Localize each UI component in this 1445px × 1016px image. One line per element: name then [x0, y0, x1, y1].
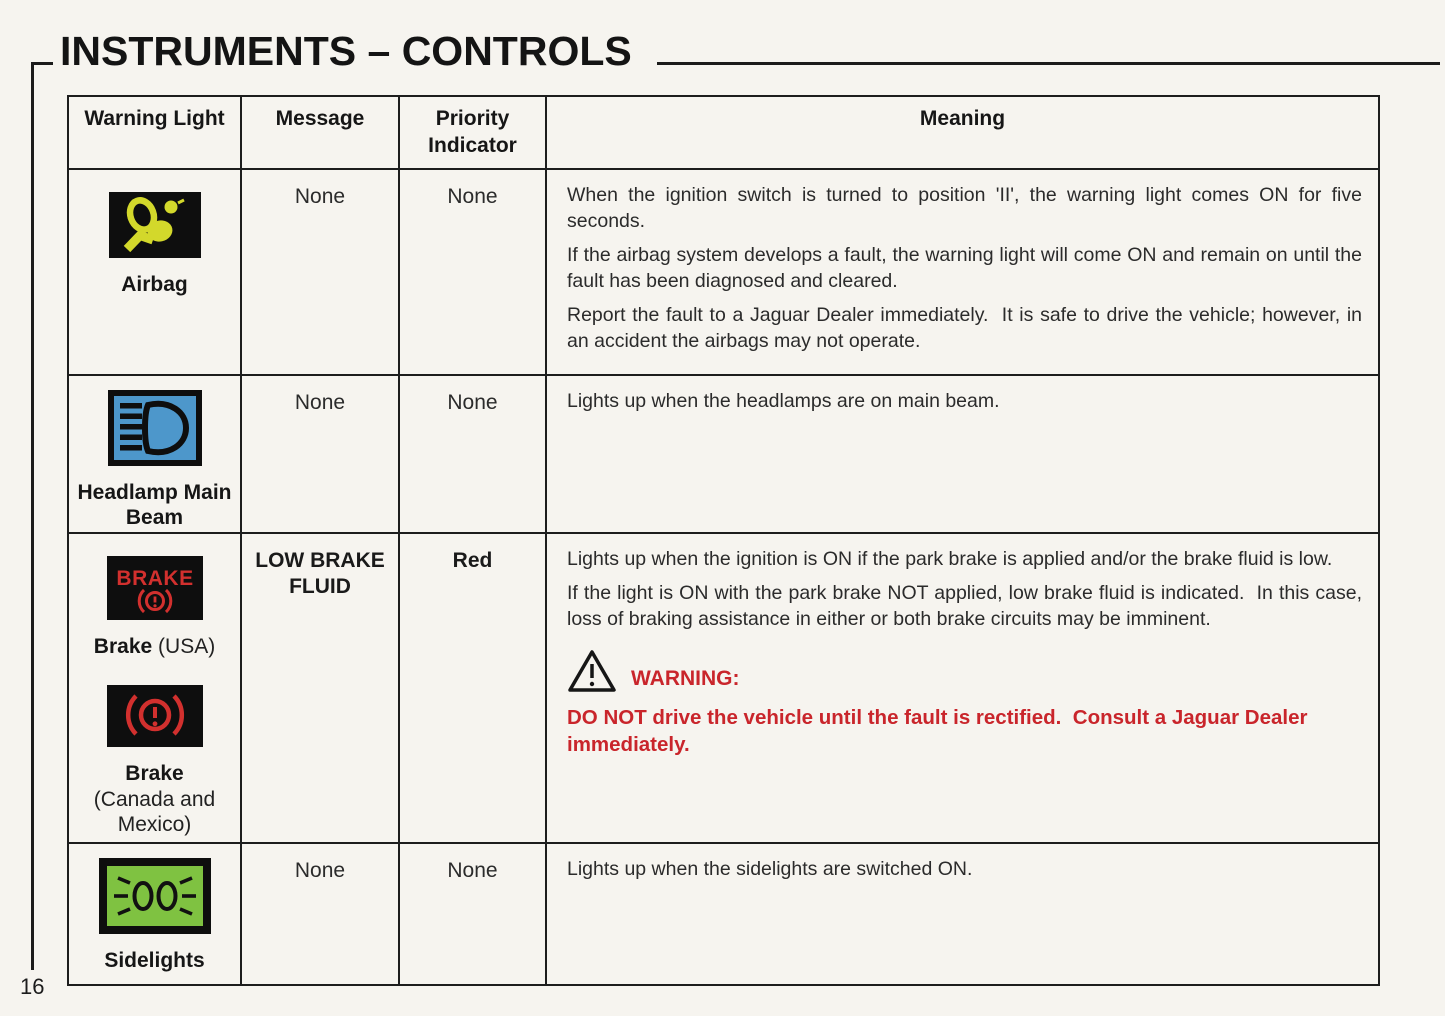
- table-row-sidelights: [68, 843, 1379, 985]
- meaning-paragraph: If the airbag system develops a fault, the warning light will come ON and remain on until the fault has been diagnosed and cleared.: [567, 243, 1368, 292]
- header-warning-light: Warning Light: [68, 96, 241, 169]
- brake-message: LOW BRAKE FLUID: [241, 533, 399, 843]
- headlamp-meaning: [546, 375, 1379, 533]
- meaning-paragraph: Lights up when the ignition is ON if the park brake is applied and/or the brake fluid is low.: [567, 547, 1333, 570]
- warning-triangle-icon: [567, 648, 617, 694]
- header-message: Message: [241, 96, 399, 169]
- warning-header: [567, 648, 1362, 694]
- sidelights-message: None: [241, 843, 399, 985]
- headlamp-light-cell: [68, 375, 241, 533]
- sidelights-icon: [99, 858, 211, 934]
- table-row-headlamp-main-beam: [68, 375, 1379, 533]
- airbag-message: None: [241, 169, 399, 375]
- airbag-light-cell: [68, 169, 241, 375]
- airbag-label: Airbag: [121, 272, 188, 296]
- header-meaning: Meaning: [546, 96, 1379, 169]
- page-number: 16: [20, 974, 45, 999]
- sidelights-priority: None: [399, 843, 546, 985]
- headlamp-priority: None: [399, 375, 546, 533]
- svg-text:BRAKE: BRAKE: [115, 566, 194, 590]
- brake-usa-icon: [107, 556, 203, 620]
- headlamp-main-beam-label: Headlamp Main Beam: [77, 480, 232, 530]
- table-row-airbag: [68, 169, 1379, 375]
- title-underline: [657, 62, 1440, 65]
- brake-canada-mexico-label: Brake (Canada and Mexico): [93, 762, 216, 837]
- airbag-icon: [109, 192, 201, 258]
- sidelights-light-cell: [68, 843, 241, 985]
- warning-text: DO NOT drive the vehicle until the fault is rectified. Consult a Jaguar Dealer immediately.: [567, 705, 1314, 756]
- airbag-priority: None: [399, 169, 546, 375]
- meaning-paragraph: Lights up when the headlamps are on main beam.: [567, 389, 1000, 412]
- section-bracket-line: [31, 62, 53, 970]
- brake-canada-mexico-icon: [107, 685, 203, 747]
- sidelights-meaning: [546, 843, 1379, 985]
- meaning-paragraph: When the ignition switch is turned to position 'II', the warning light comes ON for five seconds.: [567, 183, 1368, 232]
- table-row-brake: [68, 533, 1379, 843]
- warning-lights-table: [67, 95, 1380, 986]
- page-title: INSTRUMENTS – CONTROLS: [60, 28, 632, 74]
- brake-canada-mexico-light: [69, 685, 240, 838]
- brake-meaning: [546, 533, 1379, 843]
- brake-usa-light: [69, 556, 240, 660]
- brake-priority: Red: [399, 533, 546, 843]
- sidelights-label: Sidelights: [104, 948, 205, 972]
- table-header-row: [68, 96, 1379, 169]
- warning-title: WARNING:: [631, 666, 740, 690]
- header-priority-indicator: Priority Indicator: [399, 96, 546, 169]
- headlamp-main-beam-icon: [108, 390, 202, 466]
- meaning-paragraph: If the light is ON with the park brake NOT applied, low brake fluid is indicated. In this case, loss of braking assistance in either or both brake circuits may be imminent.: [567, 581, 1368, 630]
- brake-light-cell: [68, 533, 241, 843]
- airbag-meaning: [546, 169, 1379, 375]
- meaning-paragraph: Report the fault to a Jaguar Dealer immediately. It is safe to drive the vehicle; however, in an accident the airbags may not operate.: [567, 303, 1368, 352]
- meaning-paragraph: Lights up when the sidelights are switched ON.: [567, 857, 973, 880]
- headlamp-message: None: [241, 375, 399, 533]
- brake-usa-label: Brake (USA): [93, 634, 216, 658]
